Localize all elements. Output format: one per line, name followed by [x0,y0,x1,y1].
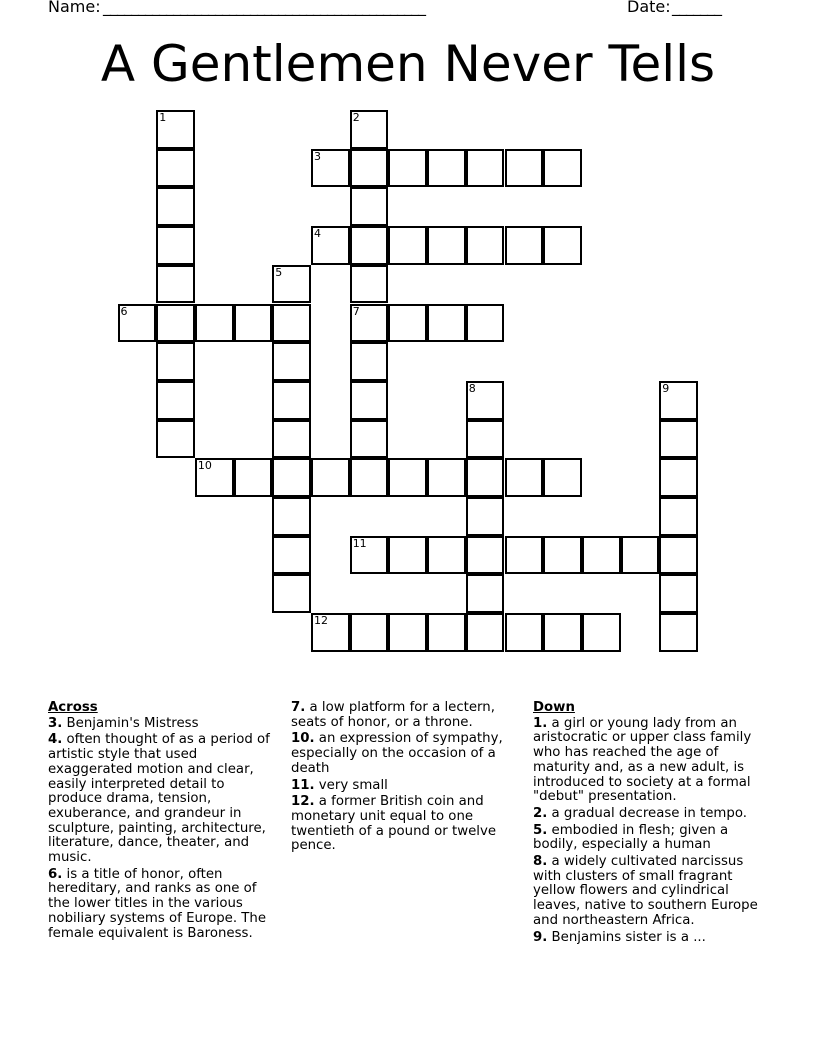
clue-down-2: 2. a gradual decrease in tempo. [533,805,747,821]
clue-number: 1 [159,111,167,124]
grid-cell[interactable] [388,536,427,575]
grid-cell[interactable] [350,226,389,265]
grid-cell[interactable] [505,536,544,575]
date-label: Date: [627,0,671,16]
clue-number: 3 [314,149,321,163]
grid-cell[interactable] [118,304,157,343]
grid-cell[interactable] [427,536,466,575]
grid-cell[interactable] [272,342,311,381]
clue-number: 6 [120,304,128,318]
grid-cell[interactable] [350,187,389,226]
grid-cell[interactable] [311,458,350,497]
grid-cell[interactable] [272,420,311,459]
clue-number: 7 [352,304,360,318]
clues-column-1 [48,701,280,943]
grid-cell[interactable] [350,304,389,343]
clue-down-5: 5. embodied in flesh; given a bodily, especially a human [533,822,729,853]
grid-cell[interactable] [621,536,660,575]
name-blank[interactable]: ______________________________________________ [103,0,425,16]
grid-cell[interactable] [156,149,195,188]
grid-cell[interactable] [659,613,698,652]
grid-cell[interactable] [659,574,698,613]
across-heading: Across [48,700,98,715]
date-blank[interactable]: _______ [672,0,721,16]
grid-cell[interactable] [466,536,505,575]
grid-cell[interactable] [272,458,311,497]
clue-down-8: 8. a widely cultivated narcissus with clusters of small fragrant yellow flowers and cylindrical leaves, native to southern Europe and northeastern Africa. [533,854,758,928]
puzzle-title: A Gentlemen Never Tells [100,35,716,93]
clue-down-9: 9. Benjamins sister is a ... [533,929,706,945]
grid-cell[interactable] [659,458,698,497]
grid-cell[interactable] [272,497,311,536]
grid-cell[interactable] [156,110,195,149]
clue-number: 8 [468,381,476,395]
grid-cell[interactable] [350,613,389,652]
grid-cell[interactable] [543,613,582,652]
grid-cell[interactable] [505,458,544,497]
grid-cell[interactable] [388,304,427,343]
clue-number: 2 [352,111,360,124]
grid-cell[interactable] [350,110,389,149]
grid-cell[interactable] [350,458,389,497]
grid-cell[interactable] [156,342,195,381]
grid-cell[interactable] [466,381,505,420]
grid-cell[interactable] [427,149,466,188]
grid-cell[interactable] [543,458,582,497]
grid-cell[interactable] [272,304,311,343]
grid-cell[interactable] [466,420,505,459]
grid-cell[interactable] [582,613,621,652]
grid-cell[interactable] [466,304,505,343]
grid-cell[interactable] [427,458,466,497]
grid-cell[interactable] [272,381,311,420]
clue-across-11: 11. very small [291,777,388,793]
grid-cell[interactable] [466,226,505,265]
clue-across-6: 6. is a title of honor, often hereditary, and ranks as one of the lower titles in the various nobiliary systems of Europe. The female equivalent is Baroness. [48,866,267,941]
grid-cell[interactable] [156,381,195,420]
grid-cell[interactable] [582,536,621,575]
clue-number: 12 [314,614,328,628]
grid-cell[interactable] [427,613,466,652]
grid-cell[interactable] [659,420,698,459]
grid-cell[interactable] [311,149,350,188]
clue-number: 11 [352,536,367,550]
grid-cell[interactable] [505,226,544,265]
grid-cell[interactable] [427,304,466,343]
grid-cell[interactable] [272,536,311,575]
grid-cell[interactable] [543,149,582,188]
clues-column-3 [533,701,773,947]
grid-cell[interactable] [388,458,427,497]
grid-cell[interactable] [156,187,195,226]
grid-cell[interactable] [195,458,234,497]
grid-cell[interactable] [427,226,466,265]
grid-cell[interactable] [350,420,389,459]
clue-number: 4 [314,227,321,241]
grid-cell[interactable] [388,613,427,652]
grid-cell[interactable] [350,381,389,420]
grid-cell[interactable] [272,265,311,304]
grid-cell[interactable] [156,304,195,343]
clue-across-12: 12. a former British coin and monetary unit equal to one twentieth of a pound or twelve pence. [291,794,497,854]
grid-cell[interactable] [388,149,427,188]
grid-cell[interactable] [466,458,505,497]
clue-across-3: 3. Benjamin's Mistress [48,715,199,731]
grid-cell[interactable] [311,613,350,652]
grid-cell[interactable] [311,226,350,265]
grid-cell[interactable] [659,381,698,420]
clue-number: 10 [197,459,212,473]
grid-cell[interactable] [543,536,582,575]
grid-cell[interactable] [272,574,311,613]
clue-number: 5 [275,265,283,279]
clue-across-4: 4. often thought of as a period of artistic style that used exaggerated motion and clear, easily interpreted detail to produce drama, tension, exuberance, and grandeur in sculpture, painting, architecture, literature, dance, theater, and music. [48,732,270,866]
clue-number: 9 [662,381,670,395]
grid-cell[interactable] [156,420,195,459]
down-heading: Down [533,700,575,715]
grid-cell[interactable] [195,304,234,343]
clue-across-10: 10. an expression of sympathy, especially on the occasion of a death [291,731,503,776]
name-label: Name: [48,0,101,16]
clue-down-1: 1. a girl or young lady from an aristocratic or upper class family who has reached the age of maturity and, as a new adult, is introduced to society at a formal "debut" presentation. [533,715,752,805]
grid-cell[interactable] [659,536,698,575]
grid-cell[interactable] [505,613,544,652]
grid-cell[interactable] [350,265,389,304]
grid-cell[interactable] [466,497,505,536]
grid-cell[interactable] [350,149,389,188]
clues-column-2 [291,701,513,856]
grid-cell[interactable] [388,226,427,265]
grid-cell[interactable] [505,149,544,188]
grid-cell[interactable] [234,458,273,497]
grid-cell[interactable] [156,265,195,304]
grid-cell[interactable] [350,536,389,575]
grid-cell[interactable] [156,226,195,265]
grid-cell[interactable] [234,304,273,343]
clue-across-7: 7. a low platform for a lectern, seats of honor, or a throne. [291,700,495,730]
grid-cell[interactable] [350,342,389,381]
grid-cell[interactable] [466,574,505,613]
grid-cell[interactable] [543,226,582,265]
grid-cell[interactable] [466,149,505,188]
grid-cell[interactable] [466,613,505,652]
grid-cell[interactable] [659,497,698,536]
